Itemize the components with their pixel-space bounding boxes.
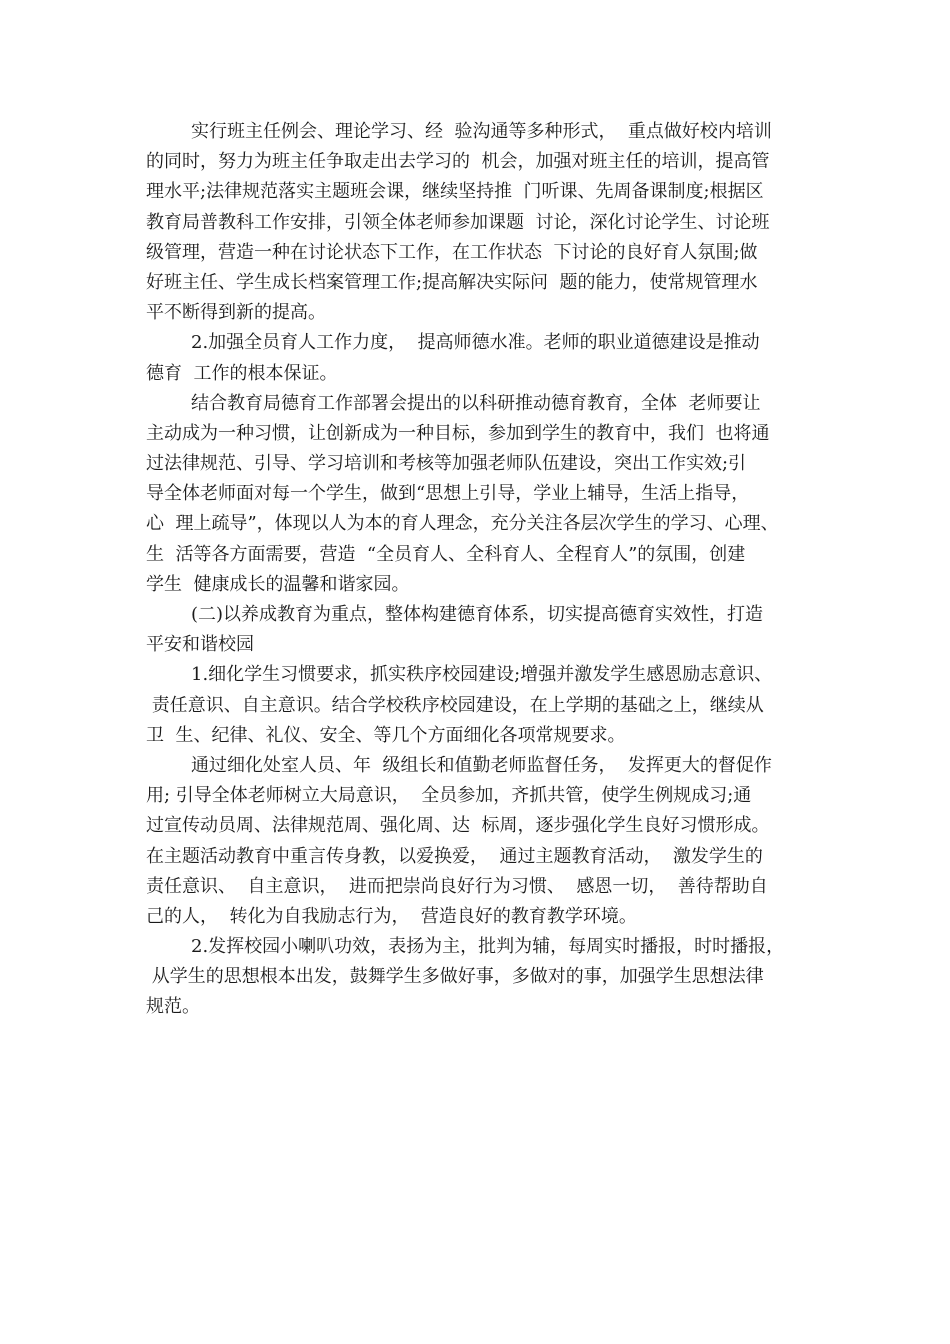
text-line: 的同时，努力为班主任争取走出去学习的 机会，加强对班主任的培训，提高管 (146, 151, 770, 173)
text-line: 用; 引导全体老师树立大局意识， 全员参加，齐抓共管，使学生例规成习;通 (146, 785, 752, 807)
text-line: 2.加强全员育人工作力度， 提高师德水准。老师的职业道德建设是推动 (191, 332, 760, 354)
text-line: 过法律规范、引导、学习培训和考核等加强老师队伍建设，突出工作实效;引 (146, 453, 747, 475)
text-line: 过宣传动员周、法律规范周、强化周、达 标周，逐步强化学生良好习惯形成。 (146, 815, 770, 837)
text-line: 平不断得到新的提高。 (146, 302, 326, 324)
text-line: 卫 生、纪律、礼仪、安全、等几个方面细化各项常规要求。 (146, 724, 626, 746)
text-line: 生 活等各方面需要，营造 “全员育人、全科育人、全程育人”的氛围，创建 (146, 543, 746, 565)
text-line: 责任意识、自主意识。结合学校秩序校园建设，在上学期的基础之上，继续从 (146, 694, 764, 716)
text-line: 责任意识、 自主意识， 进而把崇尚良好行为习惯、 感恩一切， 善待帮助自 (146, 875, 768, 897)
text-line: 实行班主任例会、理论学习、经 验沟通等多种形式， 重点做好校内培训 (191, 121, 772, 142)
text-line: 通过细化处室人员、年 级组长和值勤老师监督任务， 发挥更大的督促作 (191, 754, 772, 776)
text-line: 学生 健康成长的温馨和谐家园。 (146, 573, 410, 595)
text-line: 导全体老师面对每一个学生，做到“思想上引导，学业上辅导，生活上指导， (146, 483, 750, 505)
text-line: 结合教育局德育工作部署会提出的以科研推动德育教育，全体 老师要让 (191, 392, 761, 414)
document-body (146, 117, 846, 1023)
text-line: 德育 工作的根本保证。 (146, 362, 338, 384)
text-line: 规范。 (146, 996, 200, 1018)
text-line: 在主题活动教育中重言传身教，以爱换爱， 通过主题教育活动， 激发学生的 (146, 845, 763, 867)
text-line: 心 理上疏导”，体现以人为本的育人理念，充分关注各层次学生的学习、心理、 (146, 513, 779, 535)
text-line: 平安和谐校园 (146, 634, 254, 656)
text-line: 主动成为一种习惯，让创新成为一种目标，参加到学生的教育中，我们 也将通 (146, 422, 770, 444)
text-line: 1.细化学生习惯要求，抓实秩序校园建设;增强并激发学生感恩励志意识、 (191, 664, 773, 686)
text-line: 教育局普教科工作安排，引领全体老师参加课题 讨论，深化讨论学生、讨论班 (146, 211, 770, 233)
text-line: 己的人， 转化为自我励志行为， 营造良好的教育教学环境。 (146, 905, 637, 927)
text-line: (二)以养成教育为重点，整体构建德育体系，切实提高德育实效性，打造 (191, 604, 764, 625)
text-line: 从学生的思想根本出发，鼓舞学生多做好事，多做对的事，加强学生思想法律 (146, 966, 764, 988)
text-line: 2.发挥校园小喇叭功效，表扬为主，批判为辅，每周实时播报，时时播报， (191, 936, 785, 958)
text-line: 理水平;法律规范落实主题班会课，继续坚持推 门听课、先周备课制度;根据区 (146, 181, 764, 203)
text-line: 级管理，营造一种在讨论状态下工作，在工作状态 下讨论的良好育人氛围;做 (146, 241, 758, 263)
text-line: 好班主任、学生成长档案管理工作;提高解决实际问 题的能力，使常规管理水 (146, 271, 758, 293)
